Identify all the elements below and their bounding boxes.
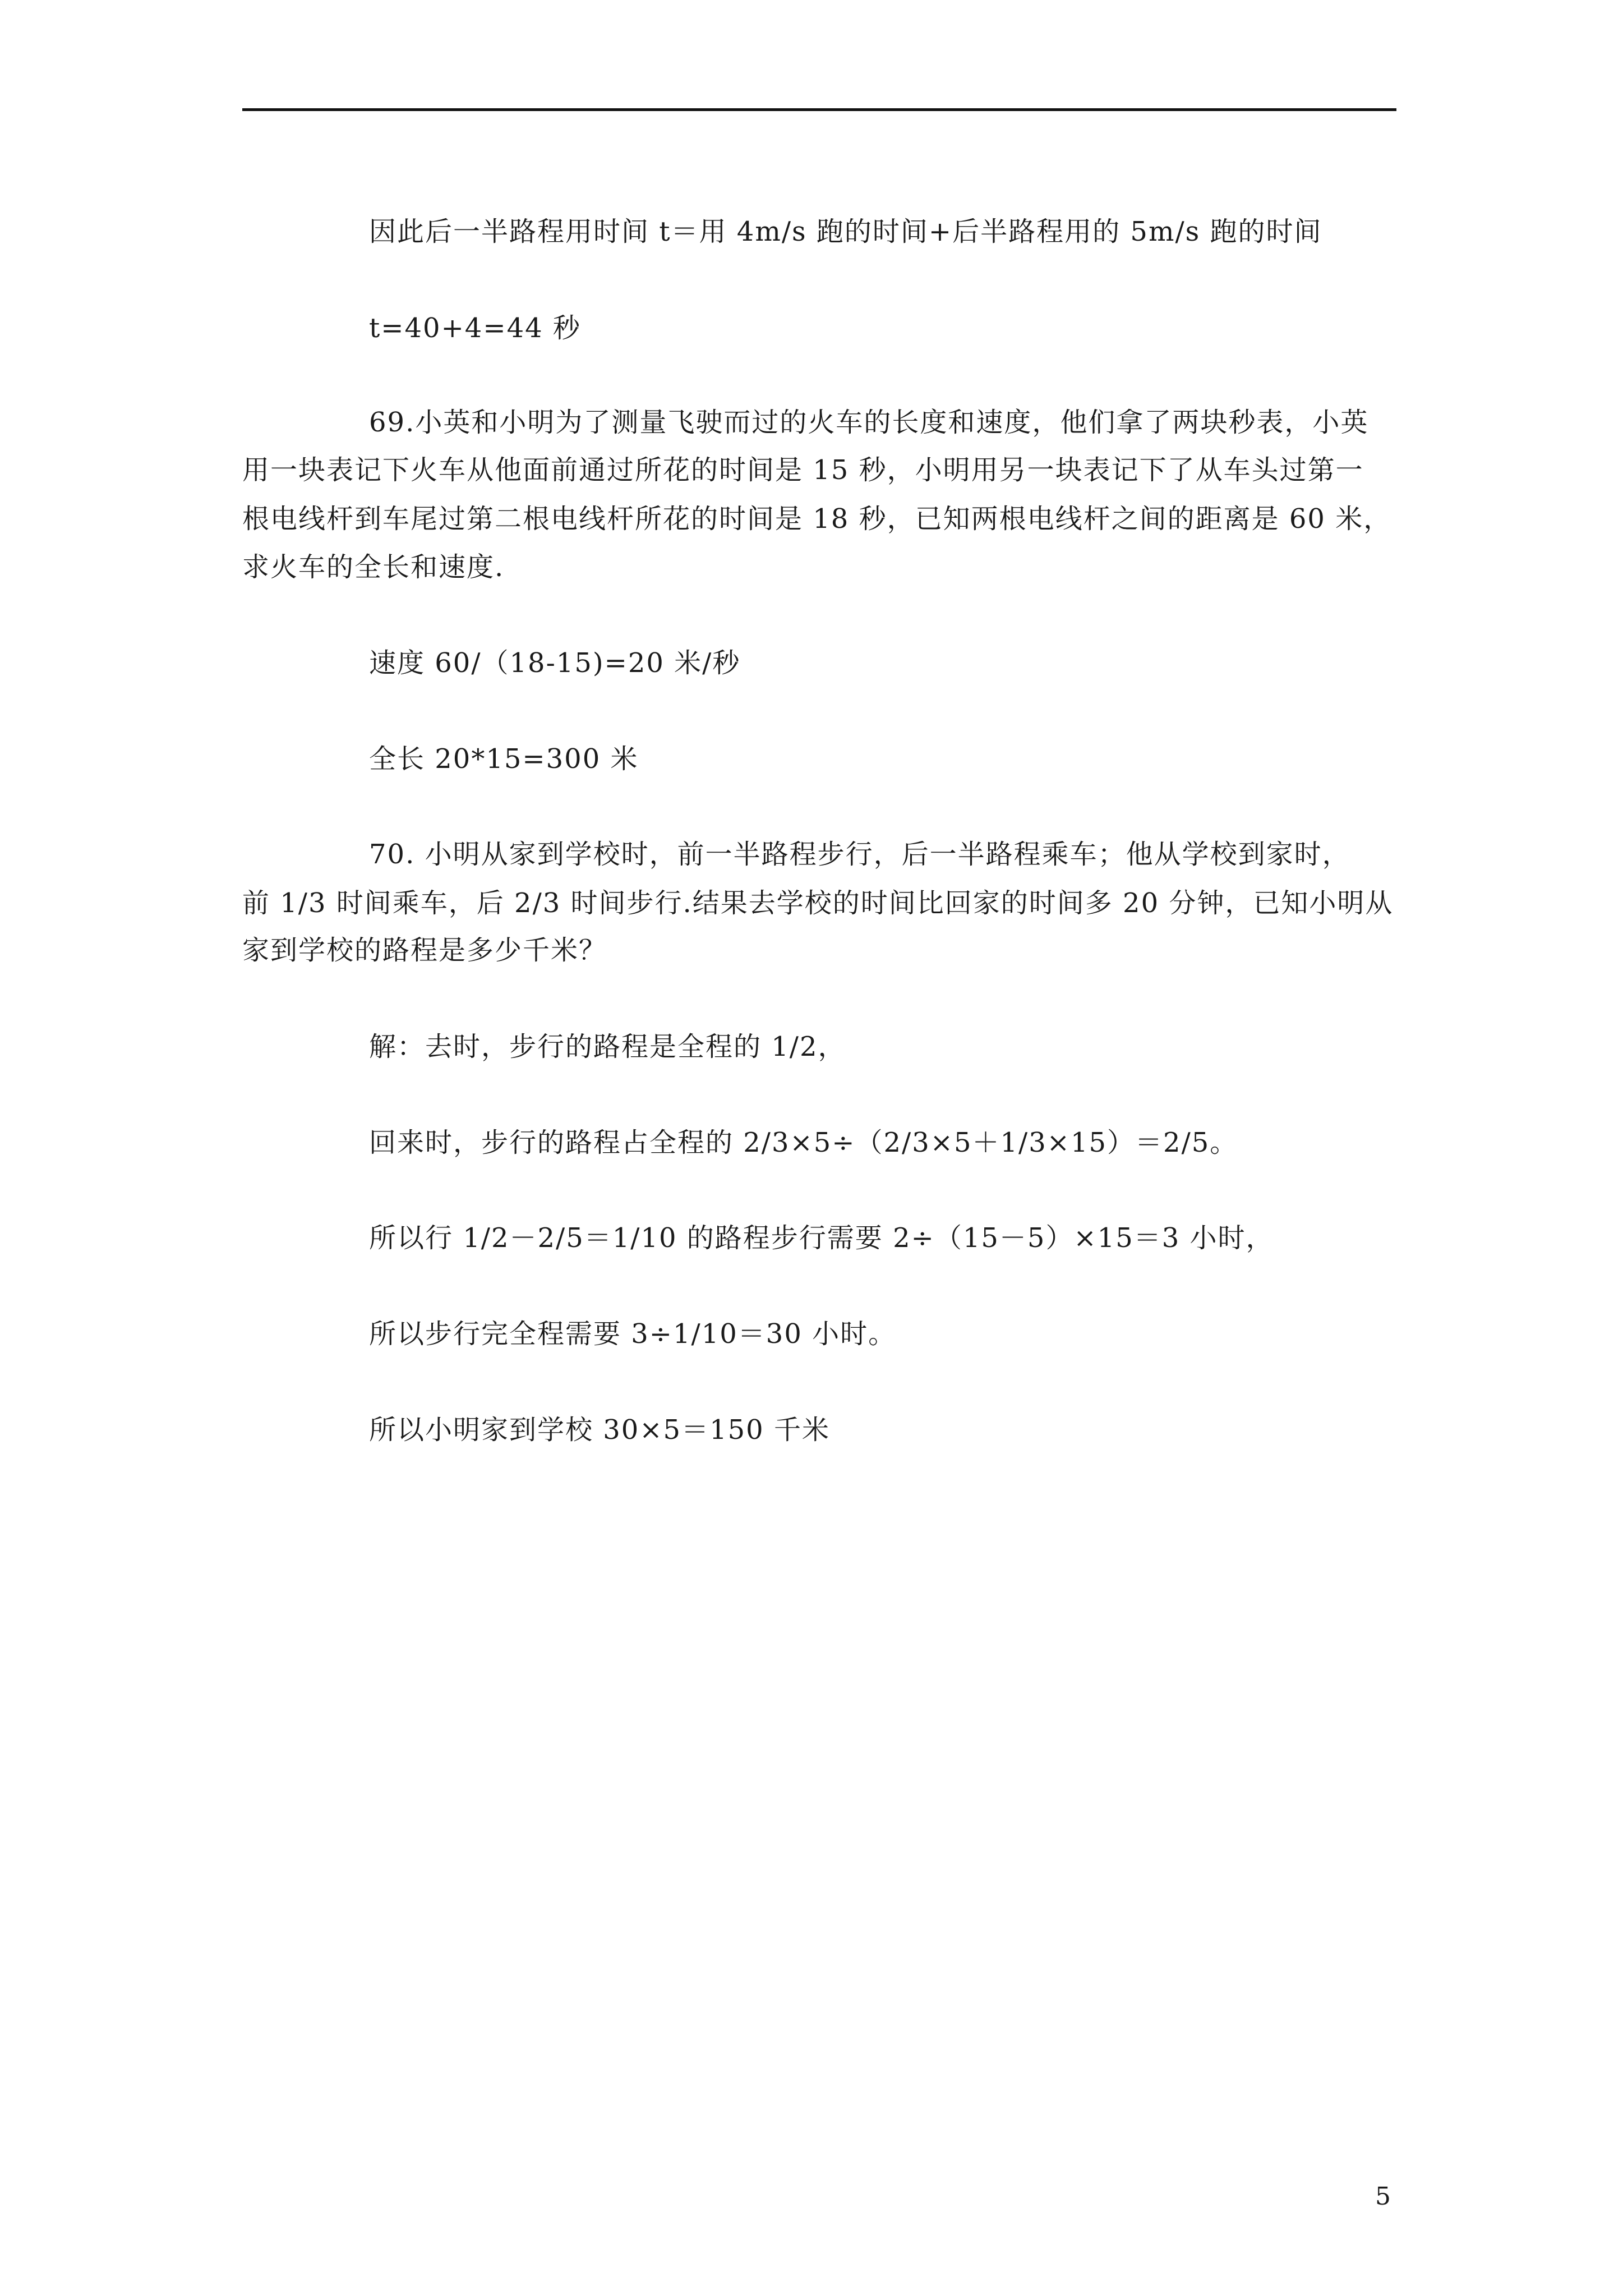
problem-70-solution-2: 回来时，步行的路程占全程的 2/3×5÷（2/3×5＋1/3×15）＝2/5。 xyxy=(369,1127,1238,1158)
problem-69-length: 全长 20*15=300 米 xyxy=(369,743,639,775)
problem-69-line-1: 69.小英和小明为了测量飞驶而过的火车的长度和速度，他们拿了两块秒表，小英 xyxy=(369,407,1369,438)
page-number: 5 xyxy=(1375,2182,1391,2211)
problem-70-line-2: 前 1/3 时间乘车，后 2/3 时间步行.结果去学校的时间比回家的时间多 20 分钟，已知小明从 xyxy=(242,887,1394,919)
problem-69-line-2: 用一块表记下火车从他面前通过所花的时间是 15 秒，小明用另一块表记下了从车头过第一 xyxy=(242,454,1364,486)
problem-70-line-3: 家到学校的路程是多少千米？ xyxy=(242,935,607,966)
problem-69-line-4: 求火车的全长和速度. xyxy=(242,551,505,583)
solution-line-time-formula: 因此后一半路程用时间 t＝用 4m/s 跑的时间+后半路程用的 5m/s 跑的时间 xyxy=(369,216,1322,247)
solution-line-time-result: t=40+4=44 秒 xyxy=(369,312,581,344)
problem-69-line-3: 根电线杆到车尾过第二根电线杆所花的时间是 18 秒，已知两根电线杆之间的距离是 60 米， xyxy=(242,503,1392,535)
problem-70-solution-1: 解：去时，步行的路程是全程的 1/2， xyxy=(369,1031,846,1062)
problem-70-solution-4: 所以步行完全程需要 3÷1/10＝30 小时。 xyxy=(369,1318,897,1350)
header-rule xyxy=(242,108,1396,111)
problem-70-solution-5: 所以小明家到学校 30×5＝150 千米 xyxy=(369,1414,830,1446)
problem-70-line-1: 70. 小明从家到学校时，前一半路程步行，后一半路程乘车；他从学校到家时， xyxy=(369,839,1350,870)
problem-69-speed: 速度 60/（18-15)=20 米/秒 xyxy=(369,647,741,679)
problem-70-solution-3: 所以行 1/2－2/5＝1/10 的路程步行需要 2÷（15－5）×15＝3 小时， xyxy=(369,1222,1274,1254)
